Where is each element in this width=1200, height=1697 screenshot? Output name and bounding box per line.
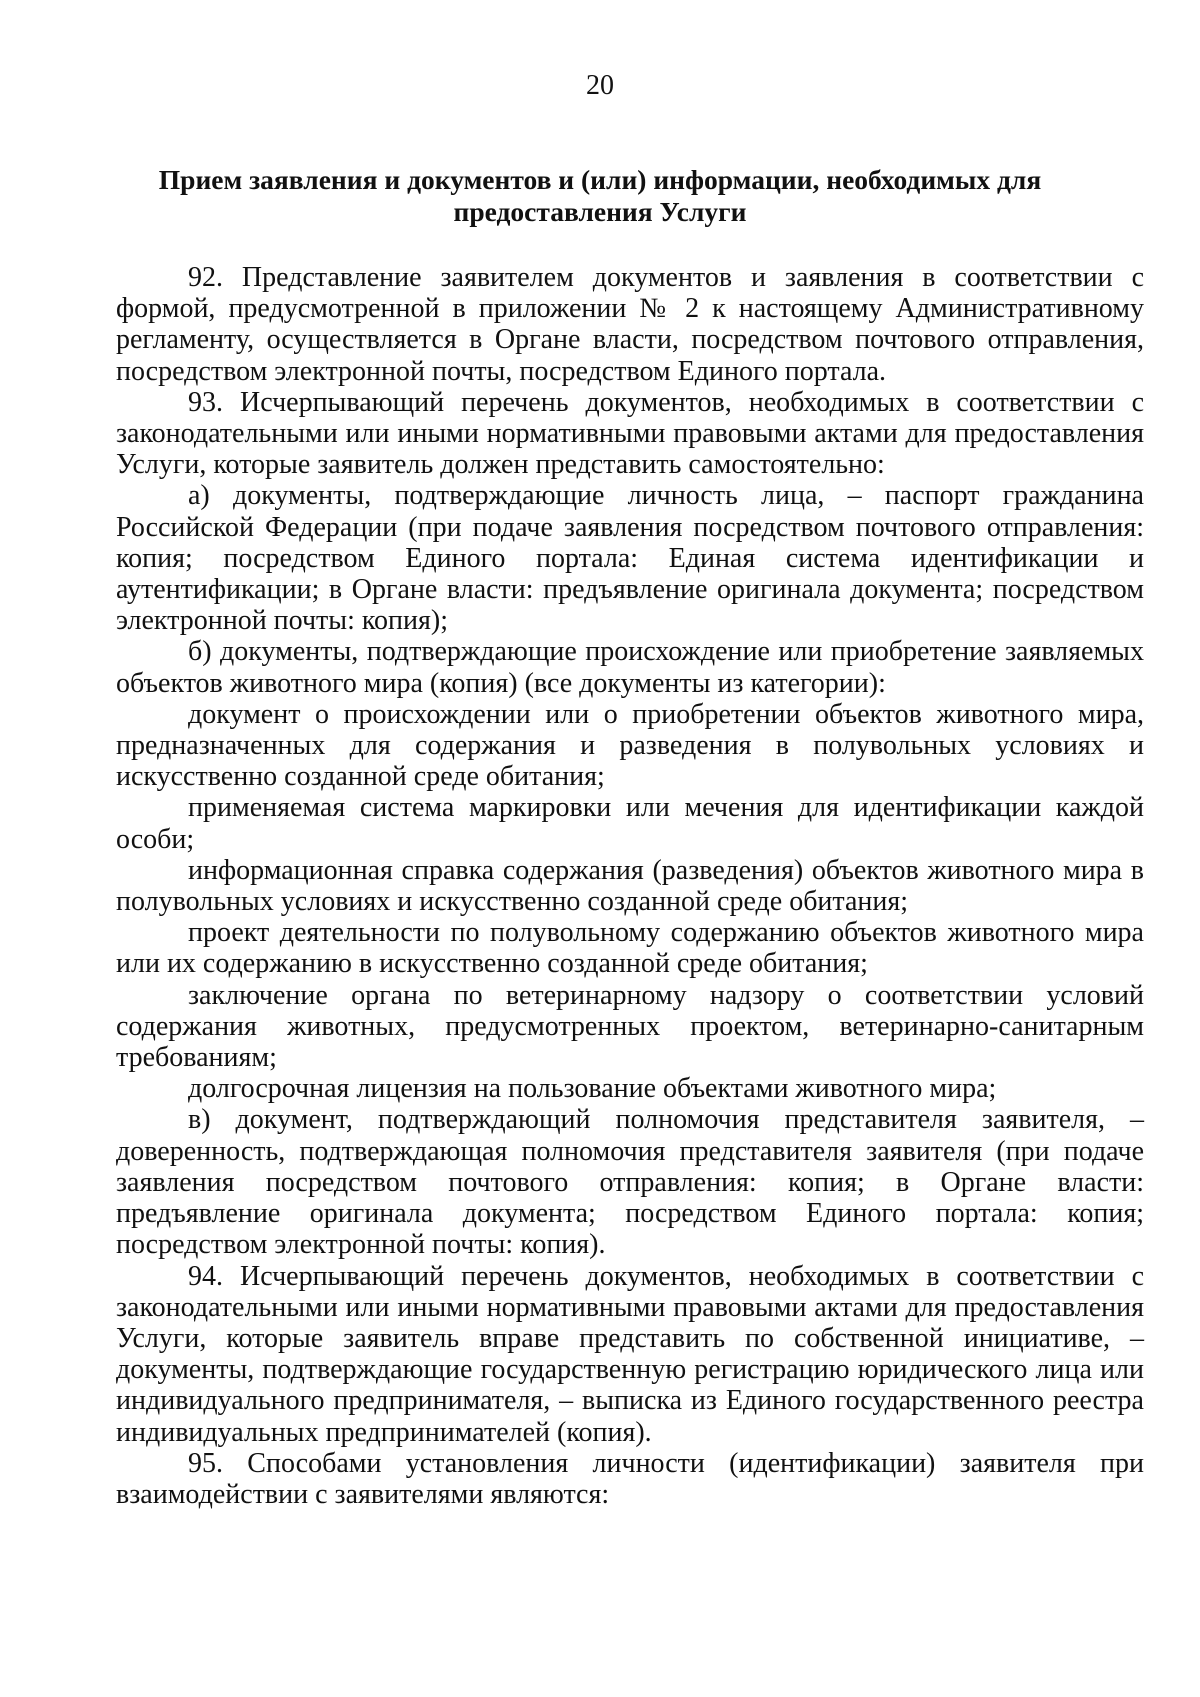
- paragraph-line: посредством электронной почты: копия).: [116, 1229, 606, 1261]
- paragraph: [116, 1073, 1144, 1104]
- paragraph: [116, 855, 1144, 917]
- page-number: 20: [586, 70, 614, 101]
- paragraph-line: проект деятельности по полувольному содержанию объектов животного мира: [188, 917, 1144, 949]
- paragraph-line: индивидуальных предпринимателей (копия).: [116, 1416, 652, 1448]
- paragraph-line: Российской Федерации (при подаче заявления посредством почтового отправления:: [116, 511, 1144, 543]
- document-body: [116, 262, 1144, 1510]
- paragraph-line: электронной почты: копия);: [116, 605, 448, 637]
- paragraph-line: б) документы, подтверждающие происхождение или приобретение заявляемых: [188, 636, 1144, 668]
- paragraph-line: Услуги, которые заявитель вправе представить по собственной инициативе, –: [116, 1322, 1144, 1354]
- paragraph-line: 94. Исчерпывающий перечень документов, необходимых в соответствии с: [188, 1260, 1144, 1292]
- paragraph: [116, 980, 1144, 1074]
- paragraph-line: или их содержанию в искусственно созданной среде обитания;: [116, 948, 868, 980]
- paragraph: [116, 262, 1144, 387]
- paragraph-line: содержания животных, предусмотренных проектом, ветеринарно-санитарным: [116, 1010, 1144, 1042]
- paragraph-line: заявления посредством почтового отправления: копия; в Органе власти:: [116, 1166, 1144, 1198]
- section-heading-line: предоставления Услуги: [453, 196, 747, 227]
- paragraph-line: 92. Представление заявителем документов и заявления в соответствии с: [188, 262, 1144, 293]
- paragraph-line: документ о происхождении или о приобретении объектов животного мира,: [188, 698, 1144, 730]
- paragraph-line: взаимодействии с заявителями являются:: [116, 1478, 610, 1510]
- paragraph-line: законодательными или иными нормативными правовыми актами для предоставления: [116, 1291, 1144, 1323]
- paragraph-line: в) документ, подтверждающий полномочия представителя заявителя, –: [188, 1104, 1144, 1136]
- paragraph: [116, 792, 1144, 854]
- paragraph: [116, 1448, 1144, 1510]
- paragraph-line: особи;: [116, 823, 195, 855]
- paragraph-line: копия; посредством Единого портала: Единая система идентификации и: [116, 542, 1144, 574]
- paragraph: [116, 1104, 1144, 1260]
- paragraph-line: формой, предусмотренной в приложении № 2 к настоящему Административному: [116, 293, 1144, 325]
- paragraph-line: аутентификации; в Органе власти: предъявление оригинала документа; посредством: [116, 574, 1144, 606]
- paragraph: [116, 699, 1144, 793]
- paragraph-line: полувольных условиях и искусственно созданной среде обитания;: [116, 886, 909, 918]
- paragraph: [116, 480, 1144, 636]
- paragraph-line: 93. Исчерпывающий перечень документов, необходимых в соответствии с: [188, 386, 1144, 418]
- paragraph-line: Услуги, которые заявитель должен представить самостоятельно:: [116, 449, 885, 481]
- paragraph-line: предъявление оригинала документа; посредством Единого портала: копия;: [116, 1198, 1144, 1230]
- paragraph-line: применяемая система маркировки или мечения для идентификации каждой: [188, 792, 1144, 824]
- paragraph: [116, 636, 1144, 698]
- paragraph-line: документы, подтверждающие государственную регистрацию юридического лица или: [116, 1354, 1144, 1386]
- paragraph-line: законодательными или иными нормативными правовыми актами для предоставления: [116, 418, 1144, 450]
- paragraph-line: регламенту, осуществляется в Органе власти, посредством почтового отправления,: [116, 324, 1144, 356]
- paragraph-line: а) документы, подтверждающие личность лица, – паспорт гражданина: [188, 480, 1144, 512]
- paragraph: [116, 1261, 1144, 1448]
- section-heading-line: Прием заявления и документов и (или) информации, необходимых для: [158, 164, 1042, 195]
- paragraph: [116, 387, 1144, 481]
- paragraph-line: требованиям;: [116, 1042, 277, 1074]
- paragraph-line: объектов животного мира (копия) (все документы из категории):: [116, 667, 886, 699]
- paragraph: [116, 917, 1144, 979]
- paragraph-line: информационная справка содержания (разведения) объектов животного мира в: [188, 854, 1144, 886]
- paragraph-line: посредством электронной почты, посредством Единого портала.: [116, 355, 887, 387]
- paragraph-line: предназначенных для содержания и разведения в полувольных условиях и: [116, 730, 1144, 762]
- paragraph-line: долгосрочная лицензия на пользование объектами животного мира;: [188, 1073, 997, 1105]
- paragraph-line: 95. Способами установления личности (идентификации) заявителя при: [188, 1447, 1144, 1479]
- paragraph-line: искусственно созданной среде обитания;: [116, 761, 605, 793]
- paragraph-line: заключение органа по ветеринарному надзору о соответствии условий: [188, 979, 1144, 1011]
- paragraph-line: доверенность, подтверждающая полномочия представителя заявителя (при подаче: [116, 1135, 1144, 1167]
- paragraph-line: индивидуального предпринимателя, – выписка из Единого государственного реестра: [116, 1385, 1144, 1417]
- section-heading: [115, 164, 1085, 228]
